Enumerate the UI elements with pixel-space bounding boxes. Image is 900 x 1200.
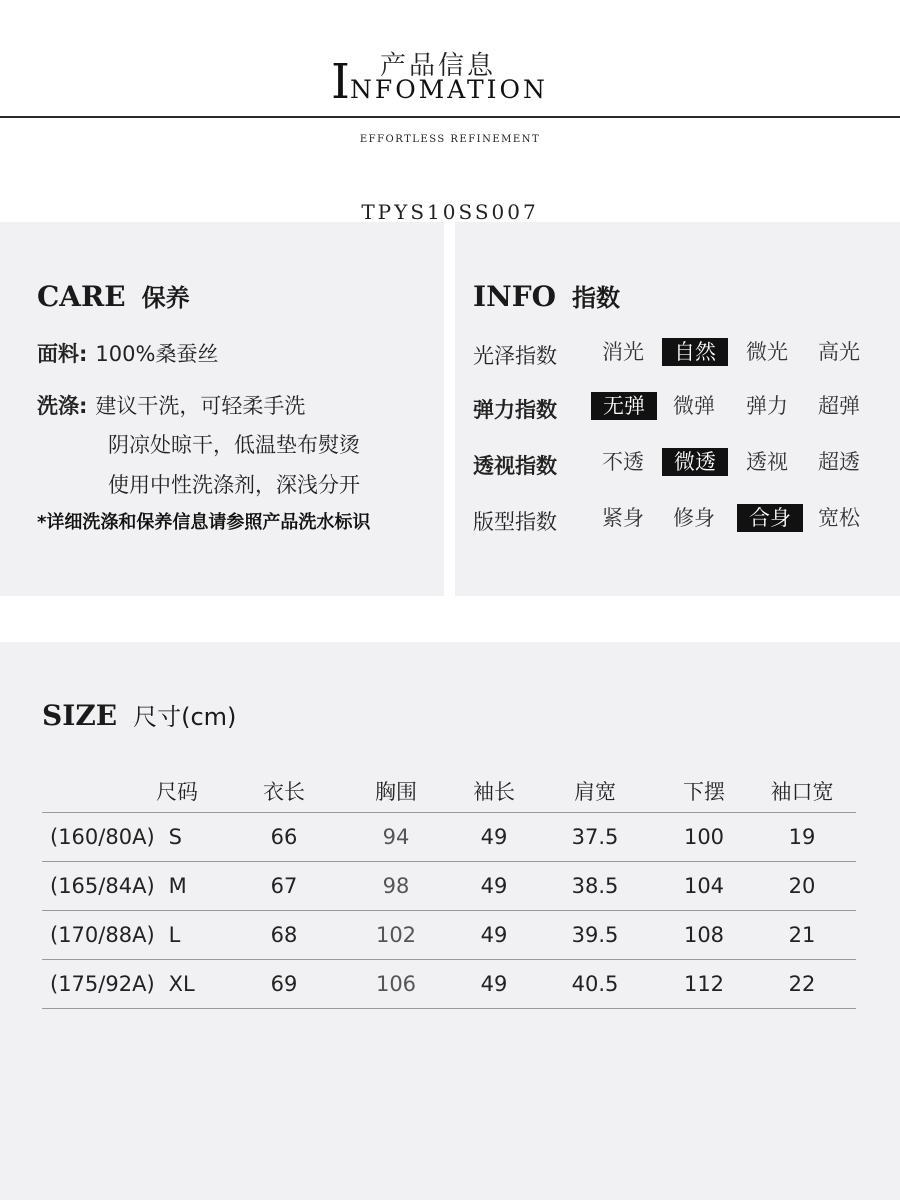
table-row: [42, 910, 856, 959]
size-spec-cell: [42, 910, 234, 959]
fabric-value: 100%桑蚕丝: [95, 342, 219, 366]
size-label: S: [168, 824, 182, 849]
header-title-initial: I: [331, 54, 350, 110]
info-option: 透视: [746, 450, 788, 474]
column-header: 下摆: [683, 779, 725, 804]
table-cell: 94: [382, 824, 410, 849]
column-header: 袖口宽: [770, 779, 834, 804]
info-option-selected: 自然: [662, 338, 728, 366]
size-label: XL: [168, 971, 195, 996]
info-row-label: 透视指数: [473, 454, 557, 478]
wash-text-1: 建议干洗，可轻柔手洗: [95, 394, 306, 418]
info-row: [473, 446, 883, 478]
care-title-cn: 保养: [141, 284, 190, 312]
table-cell: 49: [480, 824, 508, 849]
info-row-label: 弹力指数: [473, 398, 557, 422]
table-cell: 69: [270, 971, 298, 996]
size-spec-cell: [42, 812, 234, 861]
info-option: 微光: [746, 340, 788, 364]
table-cell: 112: [683, 971, 725, 996]
info-title: [473, 278, 620, 313]
size-spec-cell: [42, 959, 234, 1008]
info-title-en: INFO: [473, 280, 556, 313]
size-label: M: [168, 873, 187, 898]
care-note: *详细洗涤和保养信息请参照产品洗水标识: [37, 512, 371, 533]
header-divider: [0, 116, 900, 118]
table-cell: 19: [788, 824, 816, 849]
info-row: [473, 502, 883, 534]
info-option-selected: 合身: [737, 504, 803, 532]
table-cell: 108: [683, 922, 725, 947]
tagline: EFFORTLESS REFINEMENT: [359, 134, 541, 145]
table-row: [42, 812, 856, 861]
info-title-cn: 指数: [571, 284, 620, 312]
care-title-en: CARE: [37, 280, 126, 313]
table-cell: 21: [788, 922, 816, 947]
wash-text-3: 使用中性洗涤剂，深浅分开: [108, 473, 360, 497]
column-header: 胸围: [375, 779, 417, 804]
info-row: [473, 336, 883, 368]
size-spec: (165/84A): [50, 873, 155, 898]
table-cell: 20: [788, 873, 816, 898]
table-cell: 98: [382, 873, 410, 898]
size-table-header: [42, 770, 856, 812]
size-spec-cell: [42, 861, 234, 910]
table-cell: 66: [270, 824, 298, 849]
info-option: 高光: [818, 340, 860, 364]
product-sku: TPYS10SS007: [361, 200, 539, 222]
size-title-cn: 尺寸(cm): [133, 703, 237, 731]
table-row: [42, 959, 856, 1008]
info-row-label: 光泽指数: [473, 344, 557, 368]
info-option: 宽松: [818, 506, 860, 530]
column-header: 肩宽: [574, 779, 616, 804]
info-option: 超透: [818, 450, 860, 474]
fabric-line: [37, 338, 218, 368]
table-cell: 49: [480, 971, 508, 996]
table-cell: 49: [480, 873, 508, 898]
size-label: L: [168, 922, 181, 947]
info-option-selected: 无弹: [591, 392, 657, 420]
header-title-rest: NFOMATION: [349, 75, 548, 104]
wash-text-2: 阴凉处晾干，低温垫布熨烫: [108, 433, 360, 457]
info-option: 紧身: [602, 506, 644, 530]
table-cell: 102: [375, 922, 417, 947]
table-cell: 40.5: [571, 971, 619, 996]
wash-label: 洗涤:: [37, 394, 88, 418]
size-spec: (170/88A): [50, 922, 155, 947]
column-header: 尺码: [156, 779, 198, 804]
size-table: [42, 770, 856, 1009]
header-title-cn: 产品信息: [380, 51, 497, 81]
table-cell: 68: [270, 922, 298, 947]
fabric-label: 面料:: [37, 342, 88, 366]
care-title: [37, 278, 190, 313]
info-row: [473, 390, 883, 422]
info-option-selected: 微透: [662, 448, 728, 476]
table-cell: 67: [270, 873, 298, 898]
table-cell: 49: [480, 922, 508, 947]
size-title-en: SIZE: [42, 699, 118, 732]
table-cell: 22: [788, 971, 816, 996]
info-option: 微弹: [673, 394, 715, 418]
size-spec: (160/80A): [50, 824, 155, 849]
info-option: 弹力: [746, 394, 788, 418]
table-row: [42, 861, 856, 910]
header-title-en: [331, 54, 548, 110]
table-cell: 106: [375, 971, 417, 996]
table-cell: 39.5: [571, 922, 619, 947]
column-header: 袖长: [473, 779, 515, 804]
table-cell: 104: [683, 873, 725, 898]
wash-line-1: [37, 390, 305, 420]
table-cell: 100: [683, 824, 725, 849]
size-spec: (175/92A): [50, 971, 155, 996]
info-option: 消光: [602, 340, 644, 364]
info-option: 超弹: [818, 394, 860, 418]
info-option: 不透: [602, 450, 644, 474]
table-cell: 37.5: [571, 824, 619, 849]
info-row-label: 版型指数: [473, 510, 557, 534]
info-option: 修身: [673, 506, 715, 530]
size-title: [42, 697, 236, 732]
column-header: 衣长: [263, 779, 305, 804]
table-cell: 38.5: [571, 873, 619, 898]
